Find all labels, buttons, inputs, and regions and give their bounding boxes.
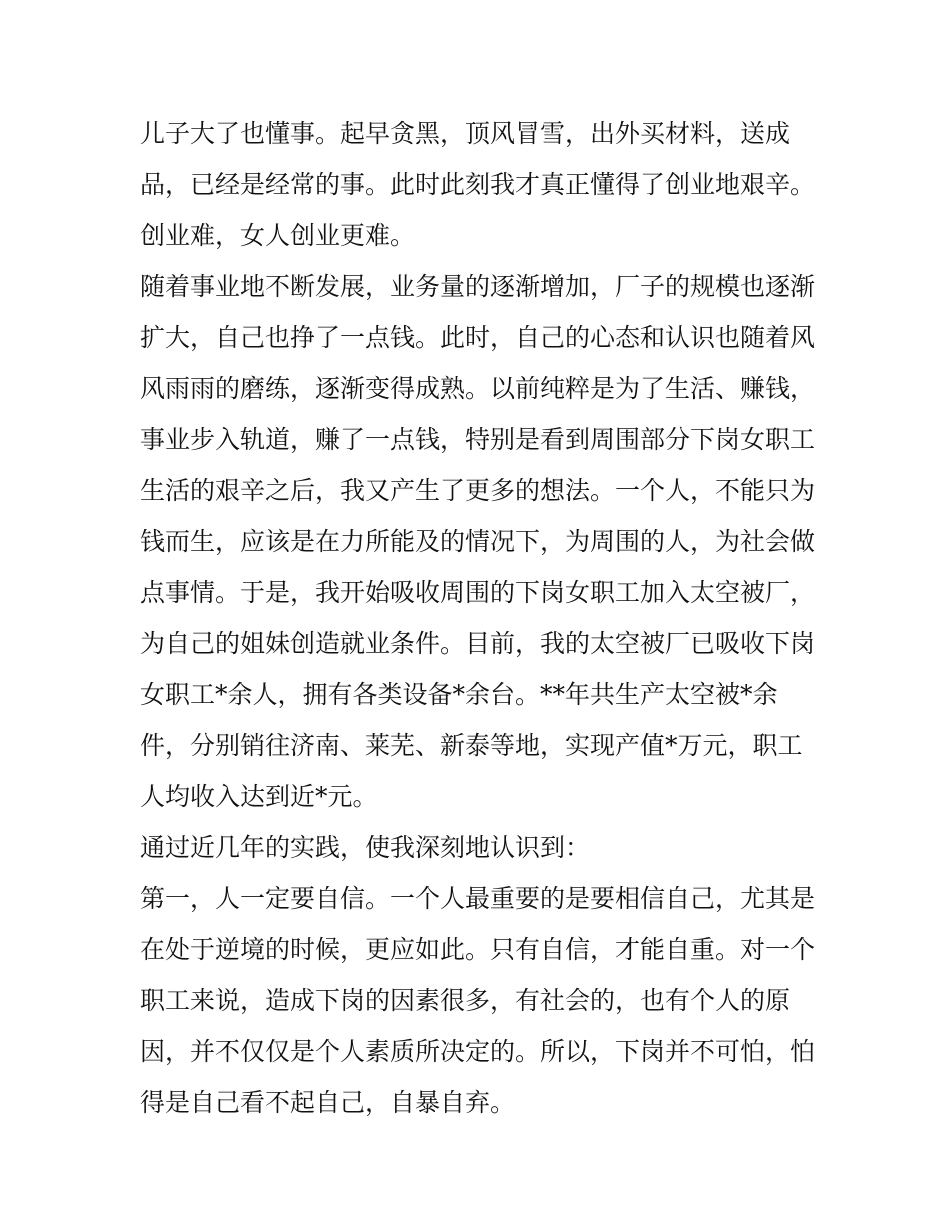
document-body [140, 108, 820, 1128]
text-line: 创业难，女人创业更难。 [140, 221, 416, 250]
text-line: 因，并不仅仅是个人素质所决定的。所以，下岗并不可怕，怕 [140, 1037, 816, 1066]
text-line: 职工来说，造成下岗的因素很多，有社会的，也有个人的原 [140, 986, 791, 1015]
text-line: 女职工*余人，拥有各类设备*余台。**年共生产太空被*余 [140, 680, 778, 709]
text-line: 钱而生，应该是在力所能及的情况下，为周围的人，为社会做 [140, 527, 816, 556]
text-line: 人均收入达到近*元。 [140, 782, 378, 811]
text-line: 在处于逆境的时候，更应如此。只有自信，才能自重。对一个 [140, 935, 816, 964]
text-line: 第一，人一定要自信。一个人最重要的是要相信自己，尤其是 [140, 884, 816, 913]
text-line: 风雨雨的磨练，逐渐变得成熟。以前纯粹是为了生活、赚钱， [140, 374, 816, 403]
text-line: 事业步入轨道，赚了一点钱，特别是看到周围部分下岗女职工 [140, 425, 816, 454]
text-line: 得是自己看不起自己，自暴自弃。 [140, 1088, 516, 1117]
text-line: 通过近几年的实践，使我深刻地认识到： [140, 833, 591, 862]
text-line: 品，已经是经常的事。此时此刻我才真正懂得了创业地艰辛。 [140, 170, 816, 199]
text-line: 儿子大了也懂事。起早贪黑，顶风冒雪，出外买材料，送成 [140, 119, 791, 148]
text-line: 件，分别销往济南、莱芜、新泰等地，实现产值*万元，职工 [140, 731, 803, 760]
text-line: 扩大，自己也挣了一点钱。此时，自己的心态和认识也随着风 [140, 323, 816, 352]
text-line: 随着事业地不断发展，业务量的逐渐增加，厂子的规模也逐渐 [140, 272, 816, 301]
text-line: 点事情。于是，我开始吸收周围的下岗女职工加入太空被厂， [140, 578, 816, 607]
text-line: 生活的艰辛之后，我又产生了更多的想法。一个人，不能只为 [140, 476, 816, 505]
text-line: 为自己的姐妹创造就业条件。目前，我的太空被厂已吸收下岗 [140, 629, 816, 658]
